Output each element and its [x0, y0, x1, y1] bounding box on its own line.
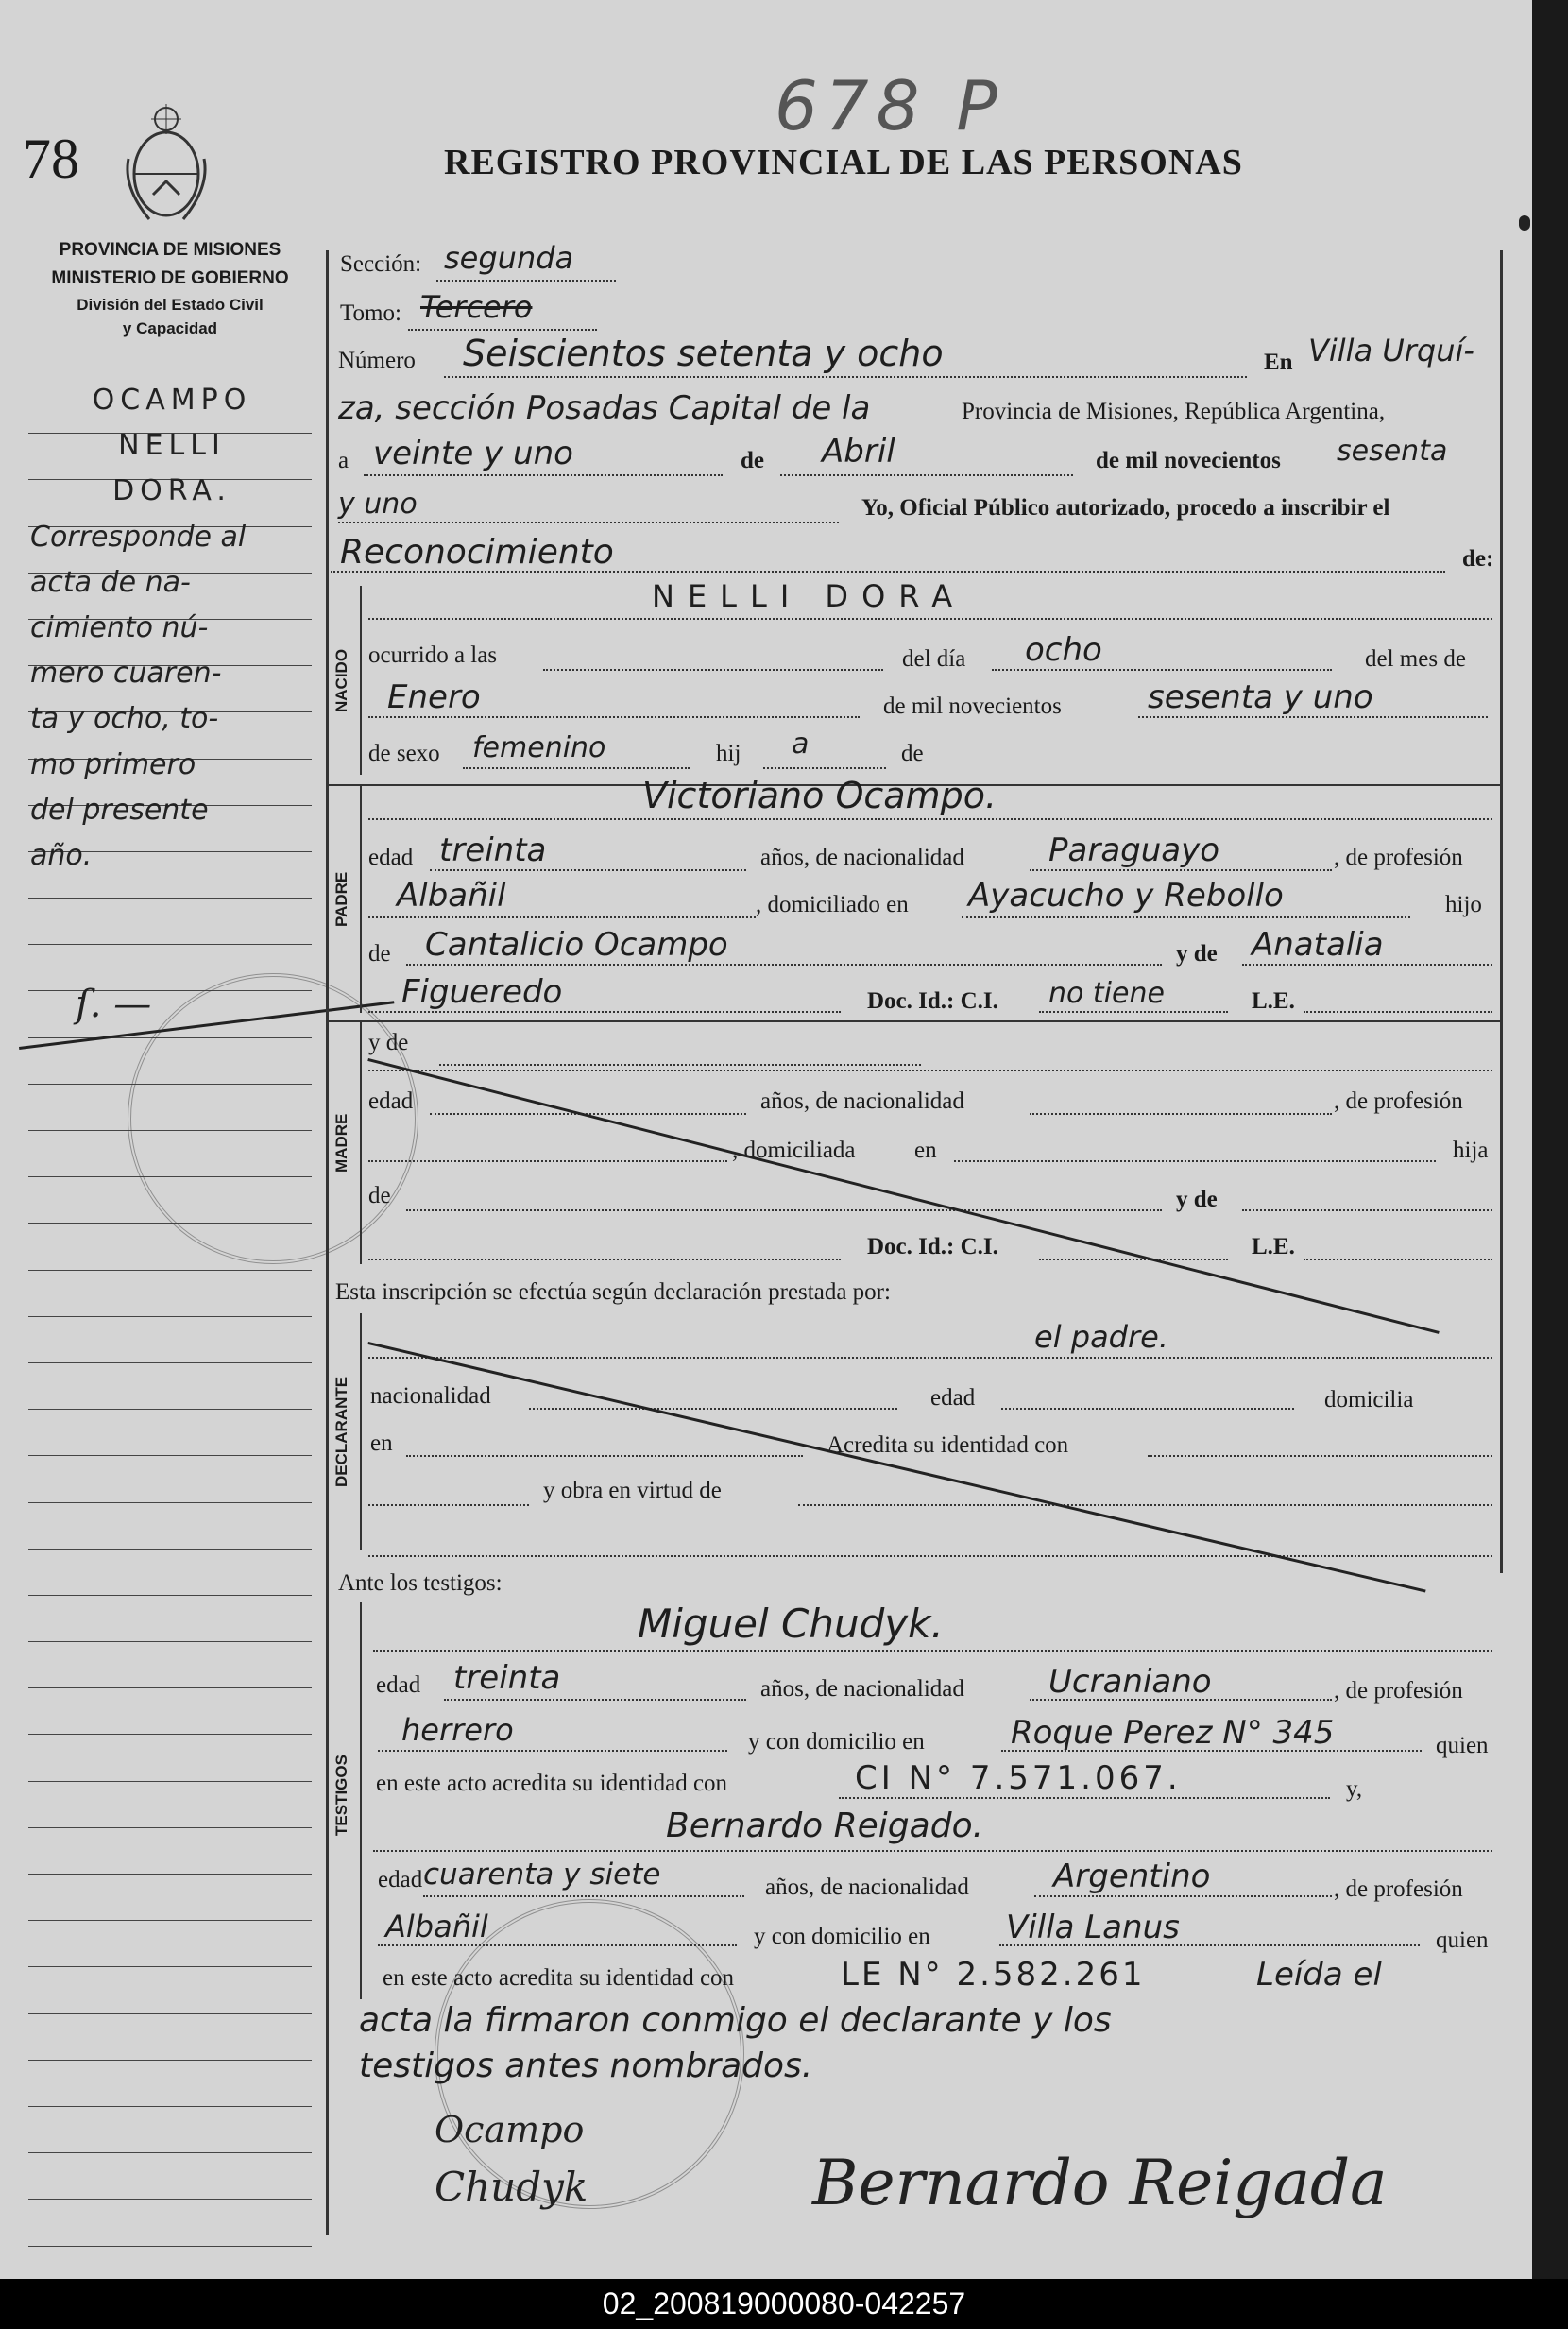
margin-note-line: Corresponde al [30, 520, 247, 554]
padre-prof-dots [368, 916, 756, 918]
binding-hole [1519, 215, 1530, 231]
nacido-name: NELLI DORA [652, 578, 966, 614]
testigo1-nac-label: años, de nacionalidad [760, 1676, 964, 1702]
closing-line-2: acta la firmaron conmigo el declarante y los [359, 2001, 1112, 2040]
seccion-label: Sección: [340, 251, 422, 277]
closing-line-1: Leída el [1256, 1956, 1382, 1994]
madre-le-dots [1304, 1259, 1492, 1260]
handwritten-number: 678 P [775, 66, 1005, 146]
tomo-label: Tomo: [340, 300, 401, 326]
numero-label: Número [338, 348, 416, 373]
testigo2-edad-label: edad [378, 1867, 423, 1892]
padre-nac-label: años, de nacionalidad [760, 845, 964, 870]
padre-edad-value: treinta [439, 831, 547, 869]
margin-note-line: cimiento nú- [30, 611, 209, 645]
margin-ruled-line [28, 2107, 312, 2153]
margin-ruled-line [28, 1735, 312, 1781]
obra-dots [798, 1504, 1492, 1506]
declarante-en-label: en [370, 1430, 393, 1456]
margin-ruled-line [28, 2200, 312, 2246]
testigo1-edad-label: edad [376, 1672, 421, 1698]
padre-nac-value: Paraguayo [1048, 831, 1220, 869]
madre-prof-label: , de profesión [1334, 1088, 1463, 1114]
en-label: En [1264, 350, 1293, 375]
abuela-dots [1242, 964, 1492, 966]
margin-ruled-line [28, 1596, 312, 1642]
tomo-value: Tercero [420, 289, 533, 325]
hij-value: a [792, 728, 810, 761]
testigo1-prof-value: herrero [401, 1712, 514, 1748]
seccion-dots [436, 280, 616, 282]
mes-value: Abril [822, 433, 895, 471]
ocurrido-label: ocurrido a las [368, 642, 498, 668]
image-id-footer: 02_200819000080-042257 [0, 2279, 1568, 2329]
nacido-dia-dots [992, 669, 1332, 671]
dia-value: veinte y uno [373, 435, 573, 472]
page-title: REGISTRO PROVINCIAL DE LAS PERSONAS [444, 143, 1243, 182]
ocurrido-dots [543, 669, 883, 671]
margin-ruled-line [28, 2014, 312, 2061]
nacido-de-label: de [901, 741, 924, 766]
padre-prof-label: , de profesión [1334, 845, 1463, 870]
sexo-label: de sexo [368, 741, 440, 766]
padre-label: PADRE [332, 871, 350, 928]
margin-note [30, 378, 314, 879]
ministry-line-1: PROVINCIA DE MISIONES [59, 240, 281, 260]
nacido-name-dots [368, 618, 1492, 620]
declarante-nac-dots [529, 1408, 897, 1410]
ministry-line-3: División del Estado Civil [77, 296, 264, 314]
margin-ruled-line [28, 1782, 312, 1828]
margin-note-line: acta de na- [30, 565, 191, 599]
abuelo-value: Cantalicio Ocampo [425, 926, 728, 964]
testigo2-name: Bernardo Reigado. [666, 1807, 984, 1845]
nacido-anio-value: sesenta y uno [1148, 678, 1373, 716]
madre-nac-dots [1030, 1113, 1332, 1115]
margin-note-line: año. [30, 839, 93, 873]
mes-dots [780, 474, 1073, 476]
testigo2-name-dots [373, 1850, 1492, 1852]
madre-prof-dots [368, 1160, 727, 1162]
margin-ruled-line [28, 1688, 312, 1735]
margin-ruled-line [28, 2153, 312, 2200]
padre-divider [329, 1020, 1500, 1022]
testigo2-dom-label: y con domicilio en [754, 1924, 930, 1949]
testigo2-dom-value: Villa Lanus [1006, 1909, 1180, 1946]
madre-edad-label: edad [368, 1088, 414, 1114]
en-value: Villa Urquí- [1308, 333, 1474, 368]
tomo-dots [408, 329, 597, 331]
madre-dom-dots [954, 1160, 1436, 1162]
coat-of-arms-icon [121, 102, 212, 227]
madre-en-label: en [914, 1138, 937, 1163]
declarante-edad-label: edad [930, 1385, 976, 1411]
nacido-label: NACIDO [332, 648, 350, 712]
anio-value-2: y uno [338, 488, 418, 521]
madre-y-de-label: y de [368, 1030, 409, 1055]
signature-chudyk: Chudyk [435, 2164, 588, 2210]
testigo1-name: Miguel Chudyk. [638, 1601, 944, 1647]
abuela-value: Anatalia [1252, 926, 1384, 964]
a-label: a [338, 448, 349, 473]
margin-note-line: mo primero [30, 747, 196, 781]
padre-nac-dots [1030, 869, 1332, 871]
testigo1-nac-value: Ucraniano [1048, 1663, 1212, 1701]
nacido-mil-label: de mil novecientos [883, 694, 1062, 719]
ministry-line-4: y Capacidad [122, 319, 218, 337]
margin-ruled-line [28, 1503, 312, 1550]
padre-doc-value: no tiene [1048, 977, 1165, 1010]
padre-prof-value: Albañil [397, 877, 506, 915]
testigo1-doc-dots [839, 1797, 1330, 1799]
nacido-mes-value: Enero [387, 678, 481, 716]
declarante-nac-label: nacionalidad [370, 1383, 491, 1409]
testigo1-name-dots [373, 1650, 1492, 1652]
sexo-value: femenino [472, 731, 606, 764]
madre-de-dots [406, 1209, 1162, 1211]
testigo2-doc-value: LE N° 2.582.261 [841, 1956, 1146, 1994]
padre-edad-label: edad [368, 845, 414, 870]
padre-y-de-label: y de [1176, 941, 1218, 967]
margin-ruled-line [28, 1875, 312, 1921]
padre-doc-label: Doc. Id.: C.I. [867, 988, 998, 1014]
testigo2-nac-label: años, de nacionalidad [765, 1875, 969, 1900]
margin-note-line: del presente [30, 793, 209, 827]
padre-edad-dots [430, 869, 746, 871]
margin-note-line: ta y ocho, to- [30, 702, 219, 736]
testigo1-dom-label: y con domicilio en [748, 1729, 925, 1755]
signature-reigada: Bernardo Reigada [812, 2147, 1388, 2219]
margin-ruled-line [28, 1410, 312, 1456]
madre-label: MADRE [332, 1113, 350, 1173]
acto-dots [331, 571, 1445, 573]
padre-dom-label: , domiciliado en [756, 892, 909, 917]
testigo2-nac-value: Argentino [1053, 1858, 1211, 1895]
yo-text: Yo, Oficial Público autorizado, procedo a inscribir el [861, 495, 1390, 521]
margin-ruled-line [28, 1642, 312, 1688]
acto-value: Reconocimiento [340, 533, 614, 572]
testigo1-dom-value: Roque Perez N° 345 [1011, 1714, 1335, 1752]
padre-name-dots [368, 818, 1492, 820]
anio-value-1: sesenta [1337, 435, 1448, 468]
madre-y-de2-dots [1242, 1209, 1492, 1211]
testigo2-edad-value: cuarenta y siete [423, 1858, 661, 1892]
margin-ruled-line [28, 1317, 312, 1363]
padre-de-label: de [368, 941, 391, 967]
hij-label: hij [716, 741, 741, 766]
testigo1-y-label: y, [1346, 1776, 1363, 1802]
seccion-value: segunda [444, 240, 574, 276]
testigo2-prof-value: Albañil [385, 1909, 488, 1944]
de-colon: de: [1462, 546, 1494, 572]
testigos-text: Ante los testigos: [338, 1570, 503, 1596]
padre-name: Victoriano Ocampo. [642, 775, 997, 816]
de-label: de [741, 448, 764, 473]
page-number: 78 [23, 128, 79, 190]
testigo2-nac-dots [1034, 1895, 1332, 1897]
padre-doc-dots [1039, 1011, 1228, 1013]
margin-ruled-line [28, 899, 312, 945]
madre-doc-pre-dots [368, 1259, 841, 1260]
declarante-en-dots [406, 1455, 803, 1457]
sexo-dots [463, 767, 690, 769]
madre-y-de2-label: y de [1176, 1187, 1218, 1212]
margin-initials: ſ. — [76, 983, 152, 1026]
margin-ruled-line [28, 1363, 312, 1410]
testigo2-edad-dots [423, 1895, 744, 1897]
testigo1-prof-dots [378, 1750, 727, 1752]
testigo2-prof-dots [378, 1944, 737, 1946]
testigos-label: TESTIGOS [332, 1755, 350, 1836]
anio-dots [338, 522, 839, 523]
margin-surname: OCAMPO [92, 384, 252, 417]
obra-label: y obra en virtud de [543, 1478, 722, 1503]
ministry-header [28, 236, 312, 340]
margin-name-2: DORA. [112, 474, 231, 508]
nacido-anio-dots [1138, 716, 1488, 718]
obra-pre-dots [368, 1504, 529, 1506]
dia-dots [364, 474, 723, 476]
madre-doc-dots [1039, 1259, 1228, 1260]
madre-dom-label: , domiciliada [732, 1138, 856, 1163]
nacido-mes-dots [368, 716, 860, 718]
margin-note-line: mero cuaren- [30, 657, 222, 691]
testigo1-dom-dots [1001, 1750, 1422, 1752]
abuela-value-2: Figueredo [401, 973, 563, 1011]
acredita-dots [1148, 1455, 1492, 1457]
del-dia-label: del día [902, 646, 966, 672]
mil-text: de mil novecientos [1096, 448, 1281, 473]
margin-ruled-line [28, 1550, 312, 1596]
margin-ruled-line [28, 1967, 312, 2013]
declaracion-text: Esta inscripción se efectúa según declaración prestada por: [335, 1279, 891, 1305]
ministry-line-2: MINISTERIO DE GOBIERNO [51, 268, 289, 288]
margin-ruled-line [28, 1921, 312, 1967]
numero-value: Seiscientos setenta y ocho [463, 333, 944, 374]
margin-ruled-line [28, 1271, 312, 1317]
declarante-domicilia-label: domicilia [1324, 1387, 1414, 1413]
testigo1-acredita-label: en este acto acredita su identidad con [376, 1771, 728, 1796]
declarante-value: el padre. [1034, 1319, 1168, 1355]
testigo1-edad-dots [444, 1699, 746, 1701]
abuelo-dots [406, 964, 1162, 966]
testigo2-acredita-label: en este acto acredita su identidad con [383, 1965, 735, 1991]
testigo1-doc-value: CI N° 7.571.067. [855, 1759, 1182, 1797]
testigo2-dom-dots [999, 1944, 1420, 1946]
padre-dom-value: Ayacucho y Rebollo [968, 877, 1284, 915]
madre-le-label: L.E. [1252, 1234, 1295, 1259]
margin-ruled-line [28, 2061, 312, 2107]
testigo1-prof-label: , de profesión [1334, 1678, 1463, 1704]
declarante-label: DECLARANTE [332, 1376, 350, 1487]
margin-name-1: NELLI [118, 429, 226, 463]
padre-le-dots [1304, 1011, 1492, 1013]
testigo1-quien-label: quien [1436, 1733, 1489, 1758]
hijo-label: hijo [1445, 892, 1482, 917]
acredita-label: Acredita su identidad con [827, 1432, 1069, 1458]
margin-ruled-line [28, 1828, 312, 1875]
nacido-dia-value: ocho [1025, 631, 1102, 669]
madre-nac-label: años, de nacionalidad [760, 1088, 964, 1114]
margin-ruled-line [28, 1456, 312, 1502]
testigo2-prof-label: , de profesión [1334, 1876, 1463, 1902]
madre-y-de-dots [439, 1064, 921, 1066]
testigo1-edad-value: treinta [453, 1659, 561, 1697]
madre-doc-label: Doc. Id.: C.I. [867, 1234, 998, 1259]
declarante-last-dots [368, 1555, 1492, 1557]
closing-line-3: testigos antes nombrados. [359, 2046, 813, 2085]
abuela-2-dots [368, 1011, 841, 1013]
declarante-dots [368, 1357, 1492, 1359]
padre-dom-dots [962, 916, 1410, 918]
signature-ocampo: Ocampo [435, 2109, 585, 2150]
madre-de-label: de [368, 1183, 391, 1208]
padre-le-label: L.E. [1252, 988, 1295, 1014]
testigo1-nac-dots [1030, 1699, 1332, 1701]
place-line: za, sección Posadas Capital de la [338, 389, 871, 427]
form-right-border [1500, 250, 1503, 1573]
numero-dots [444, 376, 1247, 378]
del-mes-label: del mes de [1365, 646, 1466, 672]
madre-name-dots [368, 1070, 1492, 1071]
declarante-edad-dots [1001, 1408, 1294, 1410]
hija-label: hija [1453, 1138, 1489, 1163]
hij-dots [763, 767, 886, 769]
testigo2-quien-label: quien [1436, 1927, 1489, 1953]
provincia-text: Provincia de Misiones, República Argentina, [962, 399, 1386, 424]
